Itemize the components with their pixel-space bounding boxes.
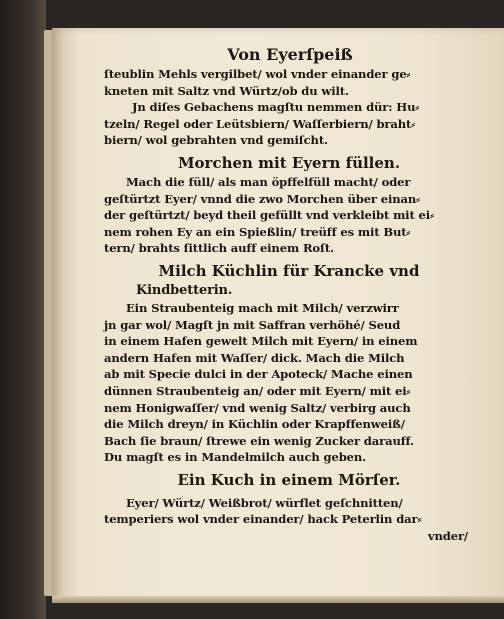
text-line: Mach die füll/ als man öpffelfüll macht/ oder	[126, 174, 411, 189]
book-binding-edge	[0, 0, 46, 619]
text-line: Bach ſie braun/ ſtrewe ein wenig Zucker darauff.	[104, 433, 414, 448]
text-line: die Milch dreyn/ in Küchlin oder Krapffenweiß/	[104, 417, 405, 432]
text-line: dünnen Straubenteig an/ oder mit Eyern/ mit ei⸗	[104, 383, 411, 398]
text-line: tzeln/ Regel oder Leütsbiern/ Waſſerbiern/ braht⸗	[104, 116, 415, 131]
text-line: der geſtürtzt/ beyd theil gefüllt vnd verkleibt mit ei⸗	[104, 208, 434, 223]
section-heading: Morchen mit Eyern füllen.	[177, 153, 401, 172]
page-bottom-edge	[52, 596, 504, 603]
page-stack-edge	[44, 30, 52, 596]
text-line: nem rohen Ey an ein Spießlin/ treüff es mit But⸗	[104, 224, 411, 239]
catchword: vnder/	[427, 529, 468, 544]
text-line: Du magſt es in Mandelmilch auch geben.	[104, 450, 367, 465]
section-heading-continued: Kindbetterin.	[136, 282, 233, 298]
page-text	[104, 44, 496, 545]
text-line: Eyer/ Würtz/ Weißbrot/ würflet geſchnitten/	[126, 495, 403, 510]
text-line: kneten mit Saltz vnd Würtz/ob du wilt.	[104, 83, 349, 98]
section-heading: Milch Küchlin für Krancke vnd	[158, 261, 420, 280]
text-line: temperiers wol vnder einander/ hack Peterlin dar⸗	[104, 512, 422, 527]
text-line: jn gar wol/ Magſt jn mit Saffran verhöhé/ Seud	[104, 317, 401, 332]
text-line: tern/ brahts ſittlich auff einem Roſt.	[104, 241, 334, 256]
section-heading: Ein Kuch in einem Mörſer.	[177, 470, 401, 489]
text-line: geſtürtzt Eyer/ vnnd die zwo Morchen über einan⸗	[104, 191, 420, 206]
text-line: in einem Hafen gewelt Milch mit Eyern/ in einem	[104, 334, 418, 349]
text-line: ab mit Specie dulci in der Apoteck/ Mache einen	[104, 367, 413, 382]
text-line: nem Honigwaſſer/ vnd wenig Saltz/ verbirg auch	[104, 400, 411, 415]
text-line: Ein Straubenteig mach mit Milch/ verzwirr	[126, 300, 399, 315]
running-head: Von Eyerſpeiß	[227, 45, 353, 64]
text-line: andern Hafen mit Waſſer/ dick. Mach die Milch	[104, 350, 405, 365]
text-line: biern/ wol gebrahten vnd gemiſcht.	[104, 133, 328, 148]
text-line: ſteublin Mehls vergilbet/ wol vnder einander ge⸗	[104, 67, 411, 81]
text-line: Jn diſes Gebachens magſtu nemmen dür: Hu⸗	[132, 100, 420, 115]
